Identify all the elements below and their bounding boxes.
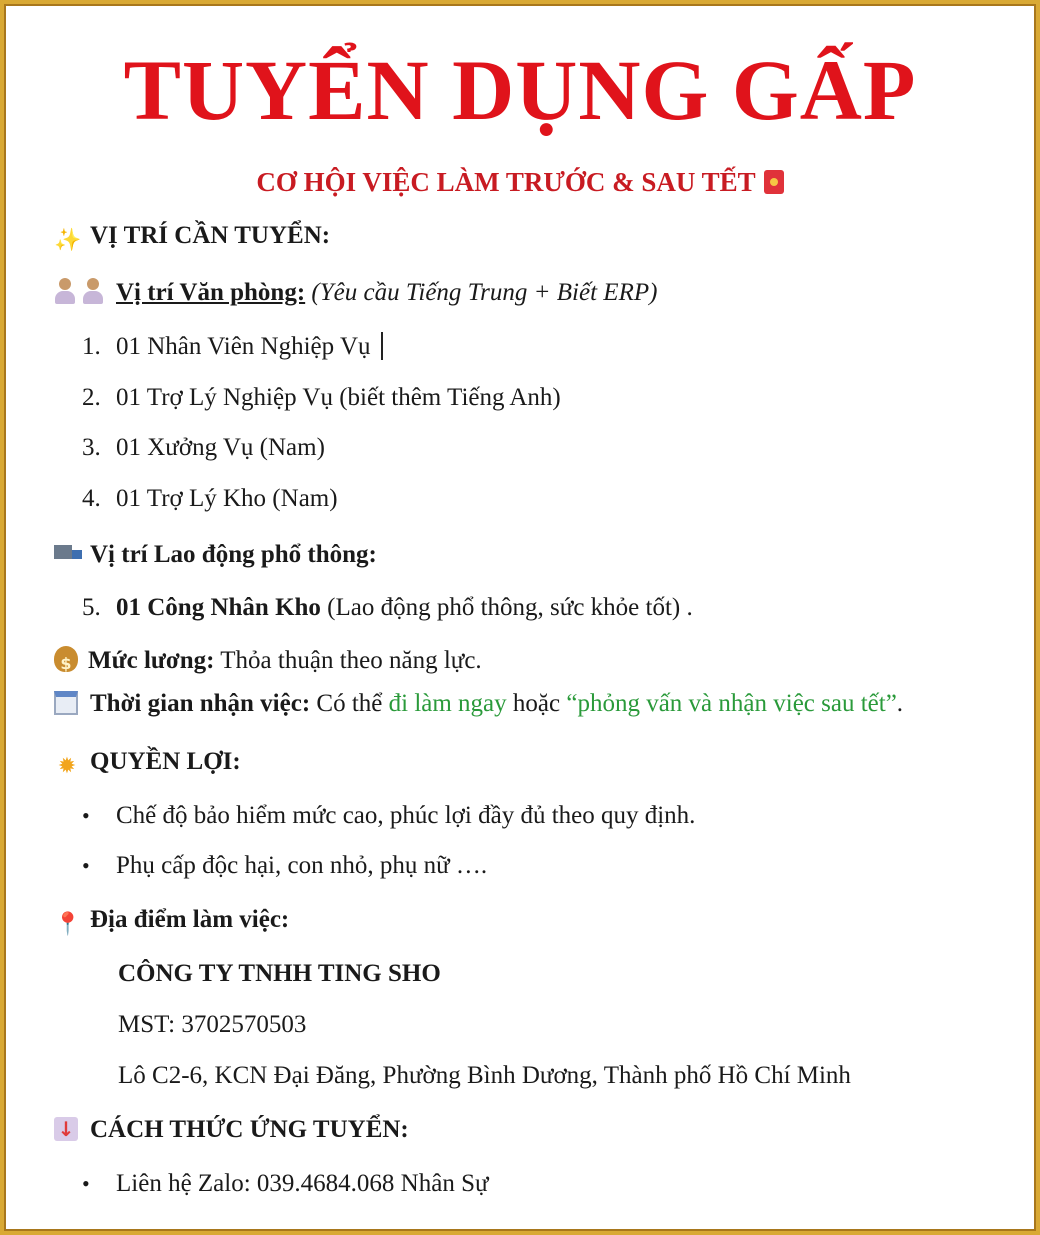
start-highlight: “phỏng vấn và nhận việc sau tết” [566,690,897,717]
list-item [82,850,487,882]
list-item [82,382,561,414]
bullet: • [82,853,90,878]
truck-icon [54,543,82,565]
office-worker-icon [82,278,104,304]
address: Lô C2-6, KCN Đại Đăng, Phường Bình Dương, Thành phố Hồ Chí Minh [118,1062,851,1089]
list-item [82,592,693,624]
labor-label: Vị trí Lao động phổ thông: [90,541,377,568]
inbox-icon [54,1117,78,1141]
list-item-bold: 01 Công Nhân Kho [116,594,321,621]
office-heading [54,277,657,309]
bullet: • [82,1171,90,1196]
calendar-icon [54,691,78,715]
labor-heading [54,539,377,571]
start-highlight: đi làm ngay [388,690,507,717]
location-label: Địa điểm làm việc: [90,906,290,933]
section-positions-label: VỊ TRÍ CẦN TUYỂN: [90,222,331,249]
salary-row [54,645,482,677]
list-item [82,483,338,515]
sparkles-icon: ✨ [54,227,82,252]
start-text: Có thể [316,690,383,717]
text-cursor [381,332,383,360]
page-title: TUYỂN DỤNG GẤP [123,42,917,138]
subtitle-text: CƠ HỘI VIỆC LÀM TRƯỚC & SAU TẾT [256,167,756,197]
office-label: Vị trí Văn phòng: [116,279,306,306]
salary-text: Thỏa thuận theo năng lực. [220,647,482,674]
section-positions-heading [54,220,330,253]
subtitle [20,165,1020,199]
list-item-text: 01 Nhân Viên Nghiệp Vụ [116,333,371,360]
apply-label: CÁCH THỨC ỨNG TUYỂN: [90,1116,409,1143]
list-item-text: (Lao động phổ thông, sức khỏe tốt) . [327,594,693,621]
list-item [82,331,383,363]
list-item [82,1168,489,1200]
office-note: (Yêu cầu Tiếng Trung + Biết ERP) [311,279,658,306]
company-name [118,958,441,990]
apply-heading [54,1114,409,1146]
pin-icon: 📍 [54,911,82,936]
sun-icon: ✹ [57,753,77,778]
red-envelope-icon [764,170,784,194]
list-item-text: 01 Trợ Lý Kho (Nam) [116,485,338,512]
list-number: 2. [82,384,101,411]
bullet: • [82,803,90,828]
location-heading [54,904,289,937]
start-time-row [54,688,903,720]
start-label: Thời gian nhận việc: [90,690,311,717]
list-number: 3. [82,434,101,461]
benefits-label: QUYỀN LỢI: [90,748,241,775]
list-number: 4. [82,485,101,512]
salary-label: Mức lương: [88,647,215,674]
list-item [82,432,325,464]
list-item-text: 01 Xưởng Vụ (Nam) [116,434,325,461]
start-text: hoặc [512,690,561,717]
money-bag-icon [54,646,78,672]
list-number: 1. [82,333,101,360]
list-item-text: Chế độ bảo hiểm mức cao, phúc lợi đầy đủ theo quy định. [116,802,696,829]
list-number: 5. [82,594,101,621]
list-item-text: Liên hệ Zalo: 039.4684.068 Nhân Sự [116,1170,489,1197]
list-item-text: 01 Trợ Lý Nghiệp Vụ (biết thêm Tiếng Anh) [116,384,561,411]
start-text: . [896,690,904,717]
tax-code: MST: 3702570503 [118,1011,307,1038]
office-worker-icon [54,278,76,304]
company-name-text: CÔNG TY TNHH TING SHO [118,960,441,987]
benefits-heading [54,746,241,779]
list-item-text: Phụ cấp độc hại, con nhỏ, phụ nữ …. [116,852,488,879]
list-item [82,800,695,832]
job-poster [20,20,1020,1215]
